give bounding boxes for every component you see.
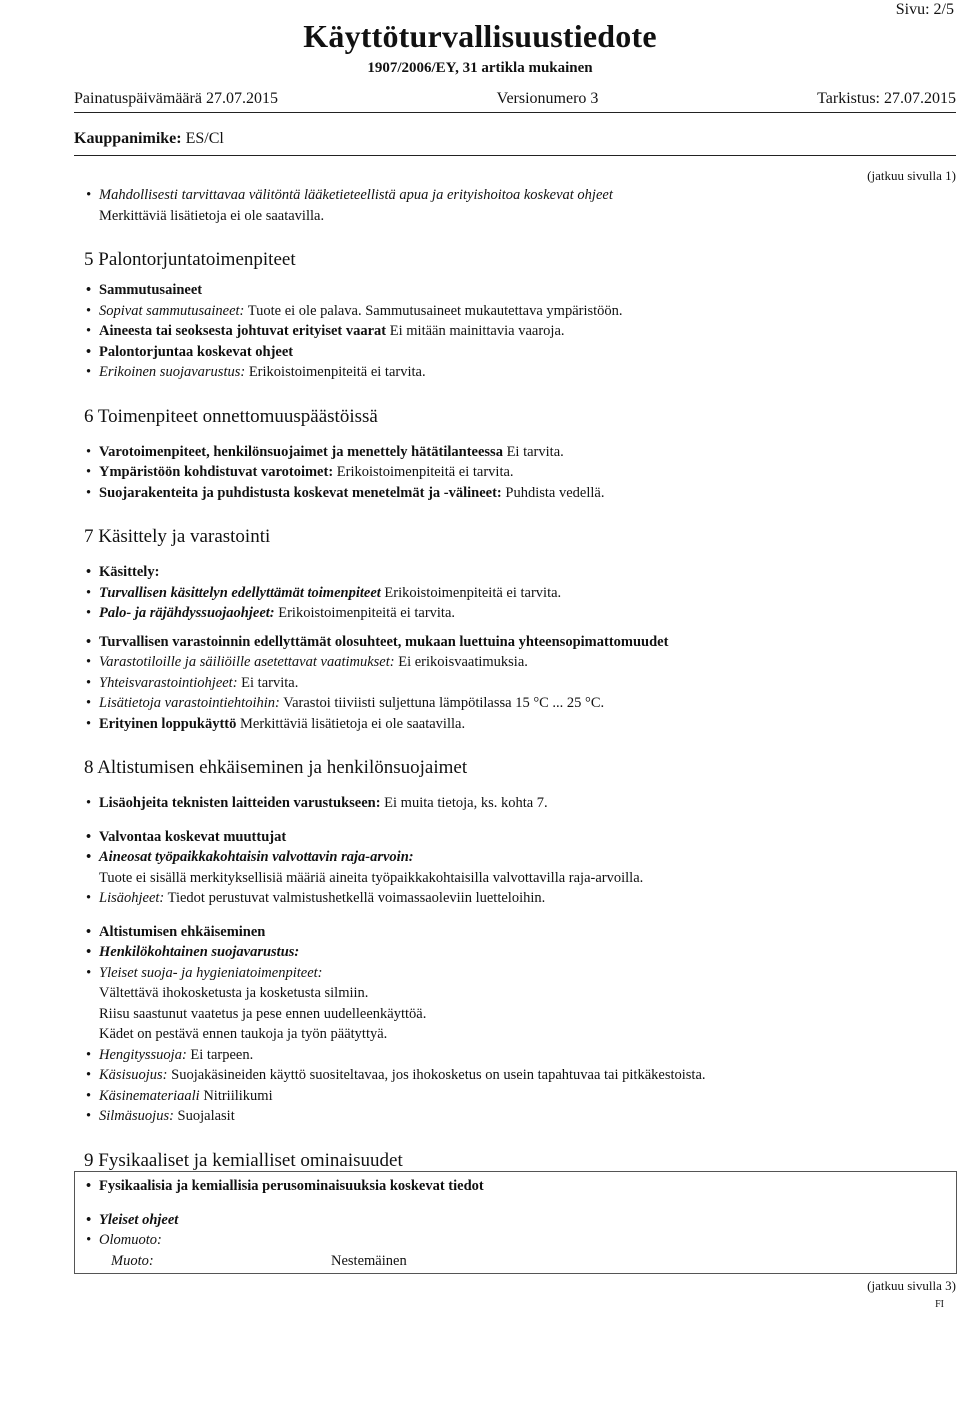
sec9-basic-properties: • Fysikaalisia ja kemiallisia perusominaisuuksia koskevat tiedot (84, 1176, 940, 1197)
document-title: Käyttöturvallisuustiedote (303, 18, 657, 54)
sec9-box-content (84, 1176, 940, 1271)
section-5-heading: 5 Palontorjuntatoimenpiteet (84, 249, 296, 270)
sec9-form-row (84, 1251, 940, 1272)
sec4-first-aid-text: Merkittäviä lisätietoja ei ole saatavilla. (99, 207, 325, 224)
sec8-engineering-controls: • Lisäohjeita teknisten laitteiden varustukseen: Ei muita tietoja, ks. kohta 7. (84, 793, 940, 814)
section-8-heading: 8 Altistumisen ehkäiseminen ja henkilönsuojaimet (84, 757, 468, 778)
continued-to: (jatkuu sivulla 3) (867, 1278, 956, 1293)
sec8-respiratory: • Hengityssuoja: Ei tarpeen. (84, 1045, 940, 1066)
version-number: Versionumero 3 (496, 90, 599, 107)
sec9-form-value: Nestemäinen (331, 1252, 407, 1269)
sec9-form-label: Muoto: (111, 1252, 154, 1269)
section-6-heading: 6 Toimenpiteet onnettomuuspäästöissä (84, 405, 378, 427)
sec8-hygiene-line-3: Kädet on pestävä ennen taukoja ja työn päätyttyä. (99, 1026, 388, 1042)
sec5-extinguishing-media: • Sammutusaineet (84, 280, 940, 301)
sec7-joint-storage: • Yhteisvarastointiohjeet: Ei tarvita. (84, 673, 940, 694)
sec7-safe-handling: • Turvallisen käsittelyn edellyttämät toimenpiteet Erikoistoimenpiteitä ei tarvita. (84, 583, 940, 604)
sec8-personal-protection: • Henkilökohtainen suojavarustus: (84, 942, 940, 963)
sec7-handling: • Käsittely: (84, 562, 940, 583)
sec8-exposure-controls: • Altistumisen ehkäiseminen (84, 922, 940, 943)
meta-row (74, 90, 956, 108)
sec5-firefighting-advice: • Palontorjuntaa koskevat ohjeet (84, 342, 940, 363)
sec7-fire-explosion: • Palo- ja räjähdyssuojaohjeet: Erikoistoimenpiteitä ei tarvita. (84, 603, 940, 624)
document-subtitle: 1907/2006/EY, 31 artikla mukainen (367, 60, 593, 76)
sec7-end-use: • Erityinen loppukäyttö Merkittäviä lisätietoja ei ole saatavilla. (84, 714, 940, 735)
trade-name (74, 130, 224, 148)
sec7-storage-requirements: • Varastotiloille ja säiliöille asetettavat vaatimukset: Ei erikoisvaatimuksia. (84, 652, 940, 673)
sec5-protective-equipment: • Erikoinen suojavarustus: Erikoistoimenpiteitä ei tarvita. (84, 362, 940, 383)
section-7-heading: 7 Käsittely ja varastointi (84, 526, 271, 547)
trade-name-value: ES/Cl (185, 130, 224, 147)
sec8-hygiene-line-1: Vältettävä ihokosketusta ja kosketusta silmiin. (99, 985, 369, 1001)
sec8-hygiene-measures: • Yleiset suoja- ja hygieniatoimenpiteet: (84, 963, 940, 984)
sec6-environmental: • Ympäristöön kohdistuvat varotoimet: Erikoistoimenpiteitä ei tarvita. (84, 462, 940, 483)
sec6-precautions: • Varotoimenpiteet, henkilönsuojaimet ja menettely hätätilanteessa Ei tarvita. (84, 442, 940, 463)
language-code: FI (935, 1299, 944, 1310)
page-number: Sivu: 2/5 (895, 1, 954, 18)
header-rule (74, 112, 956, 113)
print-date: Painatuspäivämäärä 27.07.2015 (74, 90, 278, 107)
section-9-heading: 9 Fysikaaliset ja kemialliset ominaisuudet (84, 1149, 403, 1171)
sec7-storage-conditions: • Turvallisen varastoinnin edellyttämät olosuhteet, mukaan luettuina yhteensopimattomuudet (84, 632, 940, 653)
sec9-appearance: • Olomuoto: (84, 1230, 940, 1251)
sec5-special-hazards: • Aineesta tai seoksesta johtuvat erityiset vaarat Ei mitään mainittavia vaaroja. (84, 321, 940, 342)
trade-name-label: Kauppanimike: (74, 130, 182, 147)
sec8-hygiene-line-2: Riisu saastunut vaatetus ja pese ennen uudelleenkäyttöä. (99, 1005, 427, 1022)
main-content (84, 185, 940, 1173)
sec8-hand-protection: • Käsisuojus: Suojakäsineiden käyttö suositeltavaa, jos ihokosketus on usein tapahtuvaa tai pitkäkestoista. (84, 1065, 940, 1086)
sec8-additional-info: • Lisäohjeet: Tiedot perustuvat valmistushetkellä voimassaoleviin luetteloihin. (84, 888, 940, 909)
revision-date: Tarkistus: 27.07.2015 (817, 90, 956, 107)
sec9-general-info: • Yleiset ohjeet (84, 1210, 940, 1231)
sec8-control-parameters: • Valvontaa koskevat muuttujat (84, 827, 940, 848)
sec8-exposure-limits: • Aineosat työpaikkakohtaisin valvottavin raja-arvoin: (84, 847, 940, 868)
sec7-storage-info: • Lisätietoja varastointiehtoihin: Varastoi tiiviisti suljettuna lämpötilassa 15 °C ... 25 °C. (84, 693, 940, 714)
sec8-eye-protection: • Silmäsuojus: Suojalasit (84, 1106, 940, 1127)
sec8-glove-material: • Käsinemateriaali Nitriilikumi (84, 1086, 940, 1107)
sec8-exposure-limits-text: Tuote ei sisällä merkityksellisiä määriä aineita työpaikkakohtaisilla valvottavilla raja-arvoilla. (99, 869, 644, 886)
sec6-cleanup: • Suojarakenteita ja puhdistusta koskevat menetelmät ja -välineet: Puhdista vedellä. (84, 483, 940, 504)
sec5-suitable-media: • Sopivat sammutusaineet: Tuote ei ole palava. Sammutusaineet mukautettava ympäristöön. (84, 301, 940, 322)
sec4-first-aid-note: • Mahdollisesti tarvittavaa välitöntä lääketieteellistä apua ja erityishoitoa koskevat ohjeet (84, 185, 940, 206)
trade-rule (74, 155, 956, 156)
continued-from: (jatkuu sivulla 1) (867, 168, 956, 183)
